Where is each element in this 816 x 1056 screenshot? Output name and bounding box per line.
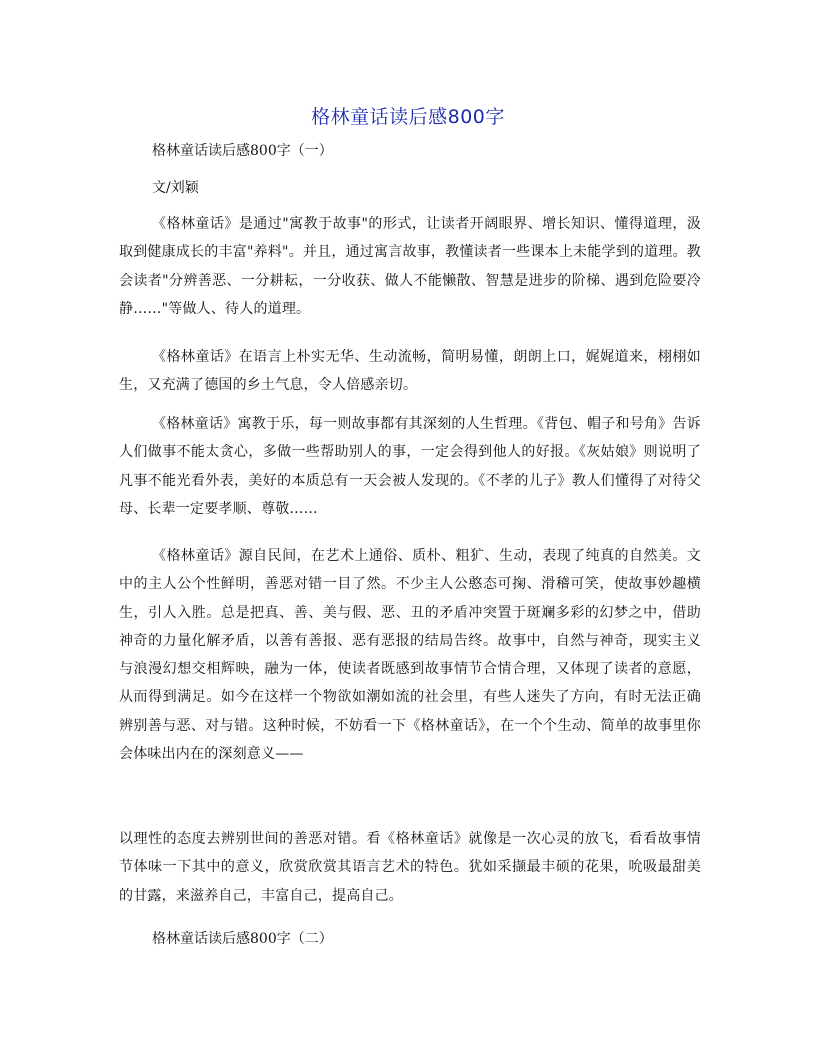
paragraph-5: 以理性的态度去辨别世间的善恶对错。看《格林童话》就像是一次心灵的放飞，看看故事情节体味一下其中的意义，欣赏欣赏其语言艺术的特色。犹如采撷最丰硕的花果，吮吸最甜美的甘露，来滋养自己，丰富自己，提高自己。: [119, 831, 701, 904]
author-line: 文/刘颖: [152, 180, 199, 196]
paragraph-3: 《格林童话》寓教于乐，每一则故事都有其深刻的人生哲理。《背包、帽子和号角》告诉人们做事不能太贪心，多做一些帮助别人的事，一定会得到他人的好报。《灰姑娘》则说明了凡事不能光看外表，美好的本质总有一天会被人发现的。《不孝的儿子》教人们懂得了对待父母、长辈一定要孝顺、尊敬……: [119, 416, 701, 517]
paragraph-4: 《格林童话》源自民间，在艺术上通俗、质朴、粗犷、生动，表现了纯真的自然美。文中的主人公个性鲜明，善恶对错一目了然。不少主人公憨态可掬、滑稽可笑，使故事妙趣横生，引人入胜。总是把真、善、美与假、恶、丑的矛盾冲突置于斑斓多彩的幻梦之中，借助神奇的力量化解矛盾，以善有善报、恶有恶报的结局告终。故事中，自然与神奇，现实主义与浪漫幻想交相辉映，融为一体，使读者既感到故事情节合情合理，又体现了读者的意愿，从而得到满足。如今在这样一个物欲如潮如流的社会里，有些人迷失了方向，有时无法正确辨别善与恶、对与错。这种时候，不妨看一下《格林童话》，在一个个生动、简单的故事里你会体味出内在的深刻意义——: [119, 548, 701, 763]
section-heading-2: 格林童话读后感800字（二）: [152, 931, 333, 947]
paragraph-2: 《格林童话》在语言上朴实无华、生动流畅，简明易懂，朗朗上口，娓娓道来，栩栩如生，又充满了德国的乡土气息，令人倍感亲切。: [119, 349, 701, 394]
section-heading-1: 格林童话读后感800字（一）: [152, 143, 333, 159]
document-title: 格林童话读后感800字: [311, 106, 505, 128]
paragraph-1: 《格林童话》是通过"寓教于故事"的形式，让读者开阔眼界、增长知识、懂得道理，汲取到健康成长的丰富"养料"。并且，通过寓言故事，教懂读者一些课本上未能学到的道理。教会读者"分辨善恶、一分耕耘，一分收获、做人不能懒散、智慧是进步的阶梯、遇到危险要冷静……"等做人、待人的道理。: [119, 216, 701, 317]
